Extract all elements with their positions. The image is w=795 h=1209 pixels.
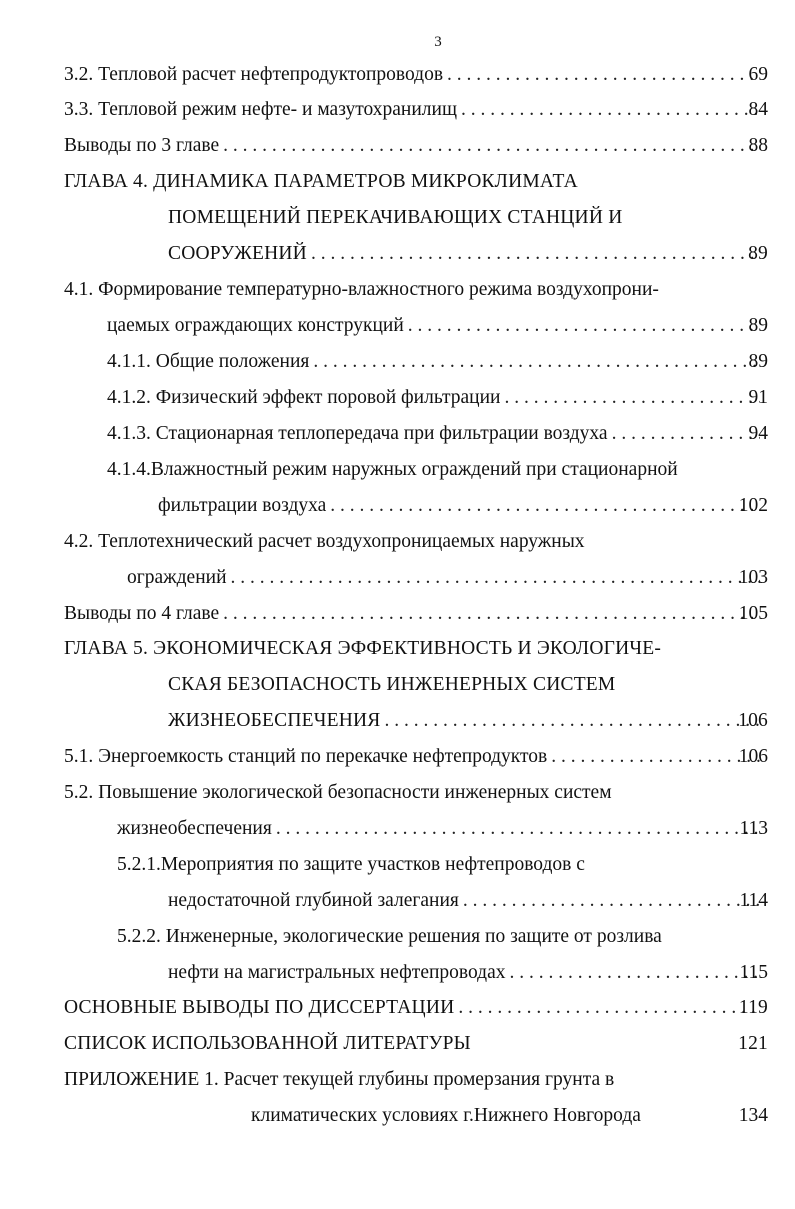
- toc-entry-heading[interactable]: [117, 850, 768, 880]
- toc-entry-text: СООРУЖЕНИЙ: [168, 243, 307, 264]
- dot-leader: [330, 491, 760, 521]
- toc-entry-text: ОСНОВНЫЕ ВЫВОДЫ ПО ДИССЕРТАЦИИ: [64, 997, 455, 1018]
- toc-entry-text: СКАЯ БЕЗОПАСНОСТЬ ИНЖЕНЕРНЫХ СИСТЕМ: [168, 674, 616, 695]
- toc-entry-page: 84: [748, 99, 768, 120]
- toc-entry[interactable]: [127, 563, 768, 593]
- toc-entry-page: 106: [738, 746, 768, 767]
- toc-entry-text: жизнеобеспечения: [117, 818, 272, 839]
- toc-entry[interactable]: [251, 1101, 768, 1131]
- toc-entry-page: 102: [738, 495, 768, 516]
- dot-leader: [504, 383, 760, 413]
- toc-entry-text: 4.1.3. Стационарная теплопередача при фильтрации воздуха: [107, 423, 608, 444]
- dot-leader: [458, 993, 760, 1023]
- toc-entry-page: 89: [748, 351, 768, 372]
- dot-leader: [311, 239, 760, 269]
- toc-chapter-heading[interactable]: [64, 167, 768, 197]
- toc-chapter-heading-continued[interactable]: [168, 670, 768, 700]
- toc-entry-text: 4.1. Формирование температурно-влажностного режима воздухопрони-: [64, 279, 659, 300]
- toc-entry[interactable]: [64, 95, 768, 125]
- toc-entry-text: 4.1.4.Влажностный режим наружных ограждений при стационарной: [107, 459, 678, 480]
- toc-entry[interactable]: [64, 60, 768, 90]
- toc-entry-text: 4.2. Теплотехнический расчет воздухопроницаемых наружных: [64, 531, 585, 552]
- toc-entry-heading[interactable]: [107, 455, 768, 485]
- toc-entry-page: 91: [748, 387, 768, 408]
- toc-entry-page: 121: [738, 1033, 768, 1054]
- toc-entry-page: 69: [748, 64, 768, 85]
- toc-entry-text: ГЛАВА 4. ДИНАМИКА ПАРАМЕТРОВ МИКРОКЛИМАТА: [64, 171, 578, 192]
- toc-entry[interactable]: [107, 347, 768, 377]
- dot-leader: [510, 958, 761, 988]
- toc-entry-heading[interactable]: [117, 922, 768, 952]
- dot-leader: [384, 706, 760, 736]
- toc-entry-text: 5.1. Энергоемкость станций по перекачке нефтепродуктов: [64, 746, 548, 767]
- toc-entry[interactable]: [64, 742, 768, 772]
- toc-entry-page: 134: [738, 1105, 768, 1126]
- toc-entry-text: ПОМЕЩЕНИЙ ПЕРЕКАЧИВАЮЩИХ СТАНЦИЙ И: [168, 207, 623, 228]
- toc-entry-page: 89: [748, 243, 768, 264]
- toc-entry-page: 88: [748, 135, 768, 156]
- toc-entry[interactable]: [158, 491, 768, 521]
- toc-entry-text: климатических условиях г.Нижнего Новгорода: [251, 1105, 641, 1126]
- dot-leader: [313, 347, 760, 377]
- toc-entry-text: 5.2.1.Мероприятия по защите участков нефтепроводов с: [117, 854, 585, 875]
- toc-entry-text: Выводы по 4 главе: [64, 603, 220, 624]
- toc-entry[interactable]: [168, 706, 768, 736]
- toc-entry-text: 4.1.1. Общие положения: [107, 351, 310, 372]
- dot-leader: [223, 131, 760, 161]
- toc-entry-heading[interactable]: [64, 527, 768, 557]
- toc-entry-page: 115: [739, 962, 768, 983]
- dot-leader: [276, 814, 760, 844]
- toc-entry-text: 3.2. Тепловой расчет нефтепродуктопроводов: [64, 64, 444, 85]
- toc-entry[interactable]: [168, 958, 768, 988]
- toc-entry-text: ограждений: [127, 567, 227, 588]
- toc-entry-page: 119: [738, 997, 768, 1018]
- toc-entry-text: СПИСОК ИСПОЛЬЗОВАННОЙ ЛИТЕРАТУРЫ: [64, 1033, 471, 1054]
- toc-entry-page: 105: [738, 603, 768, 624]
- toc-entry-text: 4.1.2. Физический эффект поровой фильтрации: [107, 387, 501, 408]
- toc-entry-text: недостаточной глубиной залегания: [168, 890, 459, 911]
- toc-entry[interactable]: [168, 239, 768, 269]
- dot-leader: [447, 60, 760, 90]
- toc-entry-text: 5.2.2. Инженерные, экологические решения по защите от розлива: [117, 926, 662, 947]
- toc-entry[interactable]: [64, 993, 768, 1023]
- toc-chapter-heading-continued[interactable]: [168, 203, 768, 233]
- toc-entry-text: цаемых ограждающих конструкций: [107, 315, 404, 336]
- toc-entry-text: ЖИЗНЕОБЕСПЕЧЕНИЯ: [168, 710, 381, 731]
- toc-entry[interactable]: [117, 814, 768, 844]
- toc-entry-text: 5.2. Повышение экологической безопасности инженерных систем: [64, 782, 612, 803]
- toc-entry-page: 114: [739, 890, 768, 911]
- toc-entry-text: фильтрации воздуха: [158, 495, 327, 516]
- toc-entry-heading[interactable]: [64, 275, 768, 305]
- dot-leader: [231, 563, 760, 593]
- dot-leader: [463, 886, 760, 916]
- dot-leader: [223, 599, 760, 629]
- toc-entry-page: 113: [739, 818, 768, 839]
- toc-entry[interactable]: [107, 311, 768, 341]
- toc-entry-text: Выводы по 3 главе: [64, 135, 220, 156]
- dot-leader: [461, 95, 760, 125]
- toc-entry[interactable]: [64, 131, 768, 161]
- toc-entry-text: ПРИЛОЖЕНИЕ 1. Расчет текущей глубины промерзания грунта в: [64, 1069, 615, 1090]
- toc-entry-heading[interactable]: [64, 778, 768, 808]
- toc-entry-text: ГЛАВА 5. ЭКОНОМИЧЕСКАЯ ЭФФЕКТИВНОСТЬ И ЭКОЛОГИЧЕ-: [64, 638, 662, 659]
- toc-entry[interactable]: [64, 599, 768, 629]
- toc-entry-page: 89: [748, 315, 768, 336]
- toc-entry-text: 3.3. Тепловой режим нефте- и мазутохранилищ: [64, 99, 457, 120]
- toc-entry-heading[interactable]: [64, 1065, 768, 1095]
- toc-entry[interactable]: [64, 1029, 768, 1059]
- toc-entry-text: нефти на магистральных нефтепроводах: [168, 962, 506, 983]
- page-number: 3: [434, 34, 442, 50]
- toc-entry[interactable]: [107, 383, 768, 413]
- toc-entry[interactable]: [168, 886, 768, 916]
- toc-entry-page: 94: [748, 423, 768, 444]
- toc-entry[interactable]: [107, 419, 768, 449]
- toc-entry-page: 103: [738, 567, 768, 588]
- toc-entry-page: 106: [738, 710, 768, 731]
- toc-chapter-heading[interactable]: [64, 634, 768, 664]
- dot-leader: [551, 742, 760, 772]
- dot-leader: [408, 311, 760, 341]
- dot-leader: [612, 419, 760, 449]
